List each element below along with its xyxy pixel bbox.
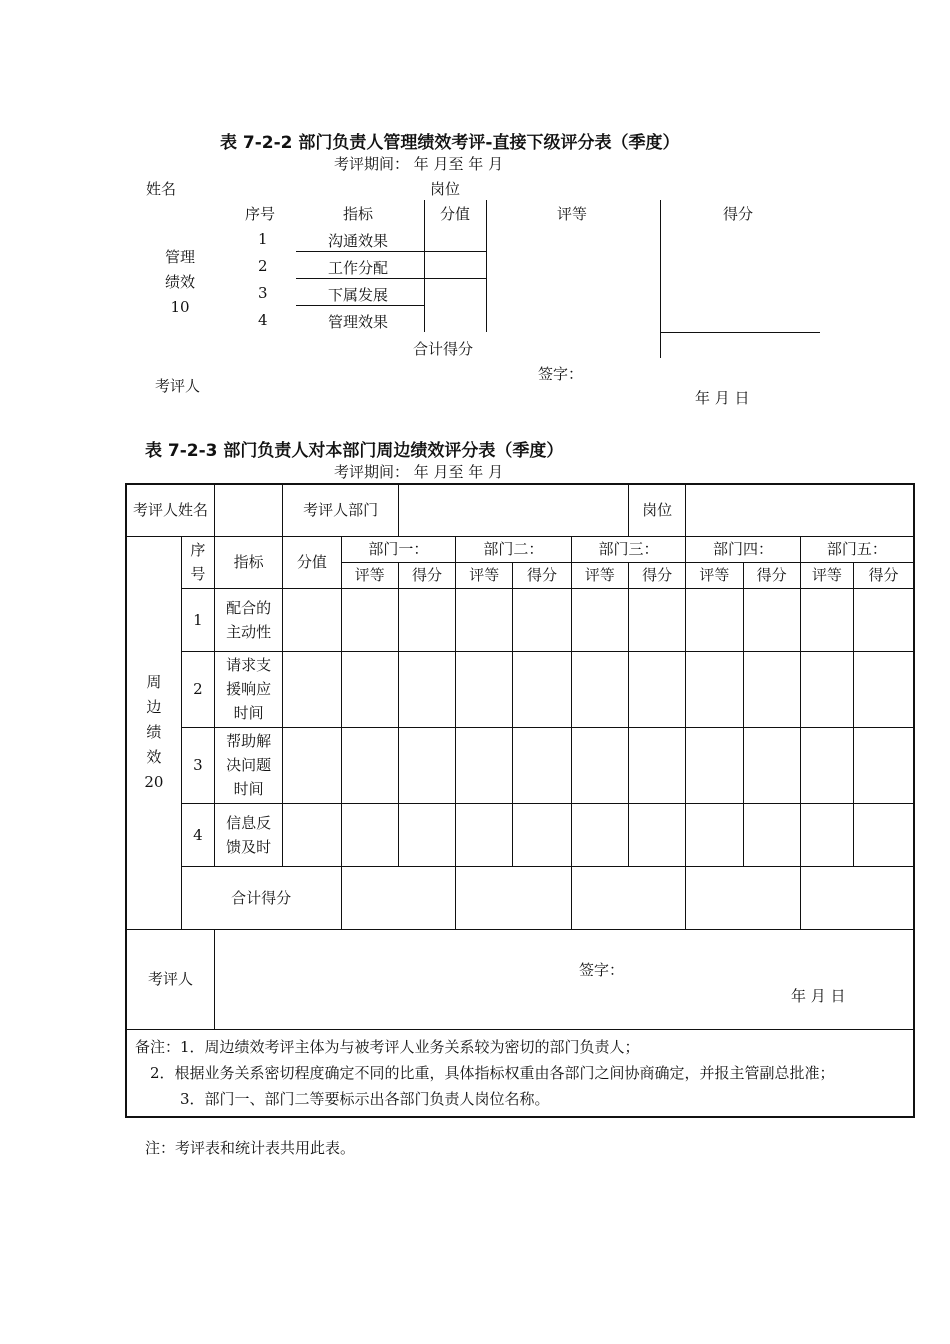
table1-post-label: 岗位 [430, 180, 461, 198]
table2-evaluator-name-value [214, 484, 282, 536]
table2-row3-indicator-cell [214, 727, 282, 803]
table2-dept1-rating: 评等 [341, 562, 398, 588]
table1-header-score: 得分 [723, 205, 754, 223]
table2-total-dept2 [456, 866, 572, 929]
table1-row1-indicator: 沟通效果 [328, 232, 389, 250]
table2-dept2-rating: 评等 [456, 562, 513, 588]
table1-category-line2: 绩效 [164, 273, 195, 291]
table1-row4-seq: 4 [258, 311, 268, 329]
table1-date: 年 月 日 [695, 389, 750, 407]
table2-row3-seq: 3 [181, 727, 214, 803]
table2-row3-indicator: 帮助解决问题时间 [226, 732, 272, 798]
table1-header-indicator: 指标 [343, 205, 374, 223]
table1-vline-3 [660, 200, 661, 358]
table2-note-3: 3．部门一、部门二等要标示出各部门负责人岗位名称。 [135, 1089, 550, 1108]
table2-note-1: 备注：1．周边绩效考评主体为与被考评人业务关系较为密切的部门负责人； [135, 1037, 640, 1056]
table2-dept3-rating: 评等 [571, 562, 628, 588]
table1-title: 表 7-2-2 部门负责人管理绩效考评-直接下级评分表（季度） [220, 133, 680, 153]
table1-total-label: 合计得分 [413, 340, 474, 358]
table1-rule-1 [296, 251, 486, 252]
table2-dept5-score: 得分 [854, 562, 914, 588]
table2-post-value [686, 484, 914, 536]
table-row [126, 727, 914, 803]
table2-dept4-rating: 评等 [686, 562, 743, 588]
table1-header-rating: 评等 [557, 205, 588, 223]
table2-row4-seq: 4 [181, 803, 214, 866]
table2-row4-indicator-cell [214, 803, 282, 866]
table2-row1-indicator-cell [214, 588, 282, 651]
table1-row3-seq: 3 [258, 284, 268, 302]
table1-sign-label: 签字： [538, 365, 584, 383]
table2-row4-indicator: 信息反馈及时 [226, 813, 272, 856]
table1-row1-seq: 1 [258, 230, 268, 248]
table1-category [160, 245, 200, 320]
table2-seq-label: 序号 [190, 541, 206, 583]
table2-notes [126, 1029, 914, 1117]
table-row [126, 588, 914, 651]
table1-category-line3: 10 [170, 298, 190, 316]
table2-dept5-header: 部门五： [800, 536, 914, 562]
table2-dept3-header: 部门三： [571, 536, 686, 562]
footer-note: 注：考评表和统计表共用此表。 [145, 1139, 356, 1157]
table2-total-dept3 [571, 866, 686, 929]
table2-seq-header [181, 536, 214, 588]
table2-total-dept5 [800, 866, 914, 929]
table-row [126, 803, 914, 866]
table1-name-label: 姓名 [146, 180, 177, 198]
table2-dept1-header: 部门一： [341, 536, 456, 562]
table2-evaluator-label: 考评人 [126, 929, 214, 1029]
table2-dept3-score: 得分 [628, 562, 685, 588]
table2-sign-label: 签字： [578, 961, 624, 979]
table1-header-seq: 序号 [245, 205, 276, 223]
table2-note-2: 2．根据业务关系密切程度确定不同的比重，具体指标权重由各部门之间协商确定，并报主管副总批准； [135, 1063, 835, 1082]
table2-date: 年 月 日 [790, 987, 846, 1005]
table2-category-cell [126, 536, 181, 929]
table-row [126, 651, 914, 727]
table2-row2-indicator: 请求支援响应时间 [226, 656, 272, 722]
table2-evaluator-dept-value [398, 484, 628, 536]
table1-row4-indicator: 管理效果 [328, 313, 389, 331]
table1-rule-3 [296, 305, 424, 306]
table1-header-score-value: 分值 [440, 205, 471, 223]
table2-total-label: 合计得分 [181, 866, 341, 929]
table2-category: 周边绩效20 [144, 673, 164, 791]
table1-vline-2 [486, 200, 487, 332]
table2-score-value-header: 分值 [283, 536, 341, 588]
table2-evaluator-name-label: 考评人姓名 [126, 484, 214, 536]
table2-evaluator-dept-label: 考评人部门 [283, 484, 399, 536]
table2-indicator-header: 指标 [214, 536, 282, 588]
table1-category-line1: 管理 [164, 248, 195, 266]
table2-row2-seq: 2 [181, 651, 214, 727]
table2-total-dept1 [341, 866, 456, 929]
table1-row2-seq: 2 [258, 257, 268, 275]
table2-dept5-rating: 评等 [800, 562, 853, 588]
table2-signature-cell [214, 929, 914, 1029]
table2-dept4-header: 部门四： [686, 536, 801, 562]
table2-row1-indicator: 配合的主动性 [226, 598, 272, 641]
table1-rule-score [660, 332, 820, 333]
table1-rule-2 [296, 278, 486, 279]
table1-row2-indicator: 工作分配 [328, 259, 389, 277]
table2-dept4-score: 得分 [743, 562, 800, 588]
table2-dept2-header: 部门二： [456, 536, 572, 562]
table2-row2-indicator-cell [214, 651, 282, 727]
table2-dept2-score: 得分 [513, 562, 571, 588]
table1-period: 考评期间： 年 月至 年 月 [334, 155, 504, 173]
table2-post-label: 岗位 [628, 484, 685, 536]
table1-row3-indicator: 下属发展 [328, 286, 389, 304]
table2-row1-seq: 1 [181, 588, 214, 651]
table2-title: 表 7-2-3 部门负责人对本部门周边绩效评分表（季度） [145, 441, 564, 461]
table2-period: 考评期间： 年 月至 年 月 [334, 463, 504, 481]
table2 [125, 483, 915, 1118]
table2-total-dept4 [686, 866, 801, 929]
table1-vline-1 [424, 200, 425, 332]
table1-evaluator-label: 考评人 [155, 377, 201, 395]
table2-dept1-score: 得分 [398, 562, 455, 588]
